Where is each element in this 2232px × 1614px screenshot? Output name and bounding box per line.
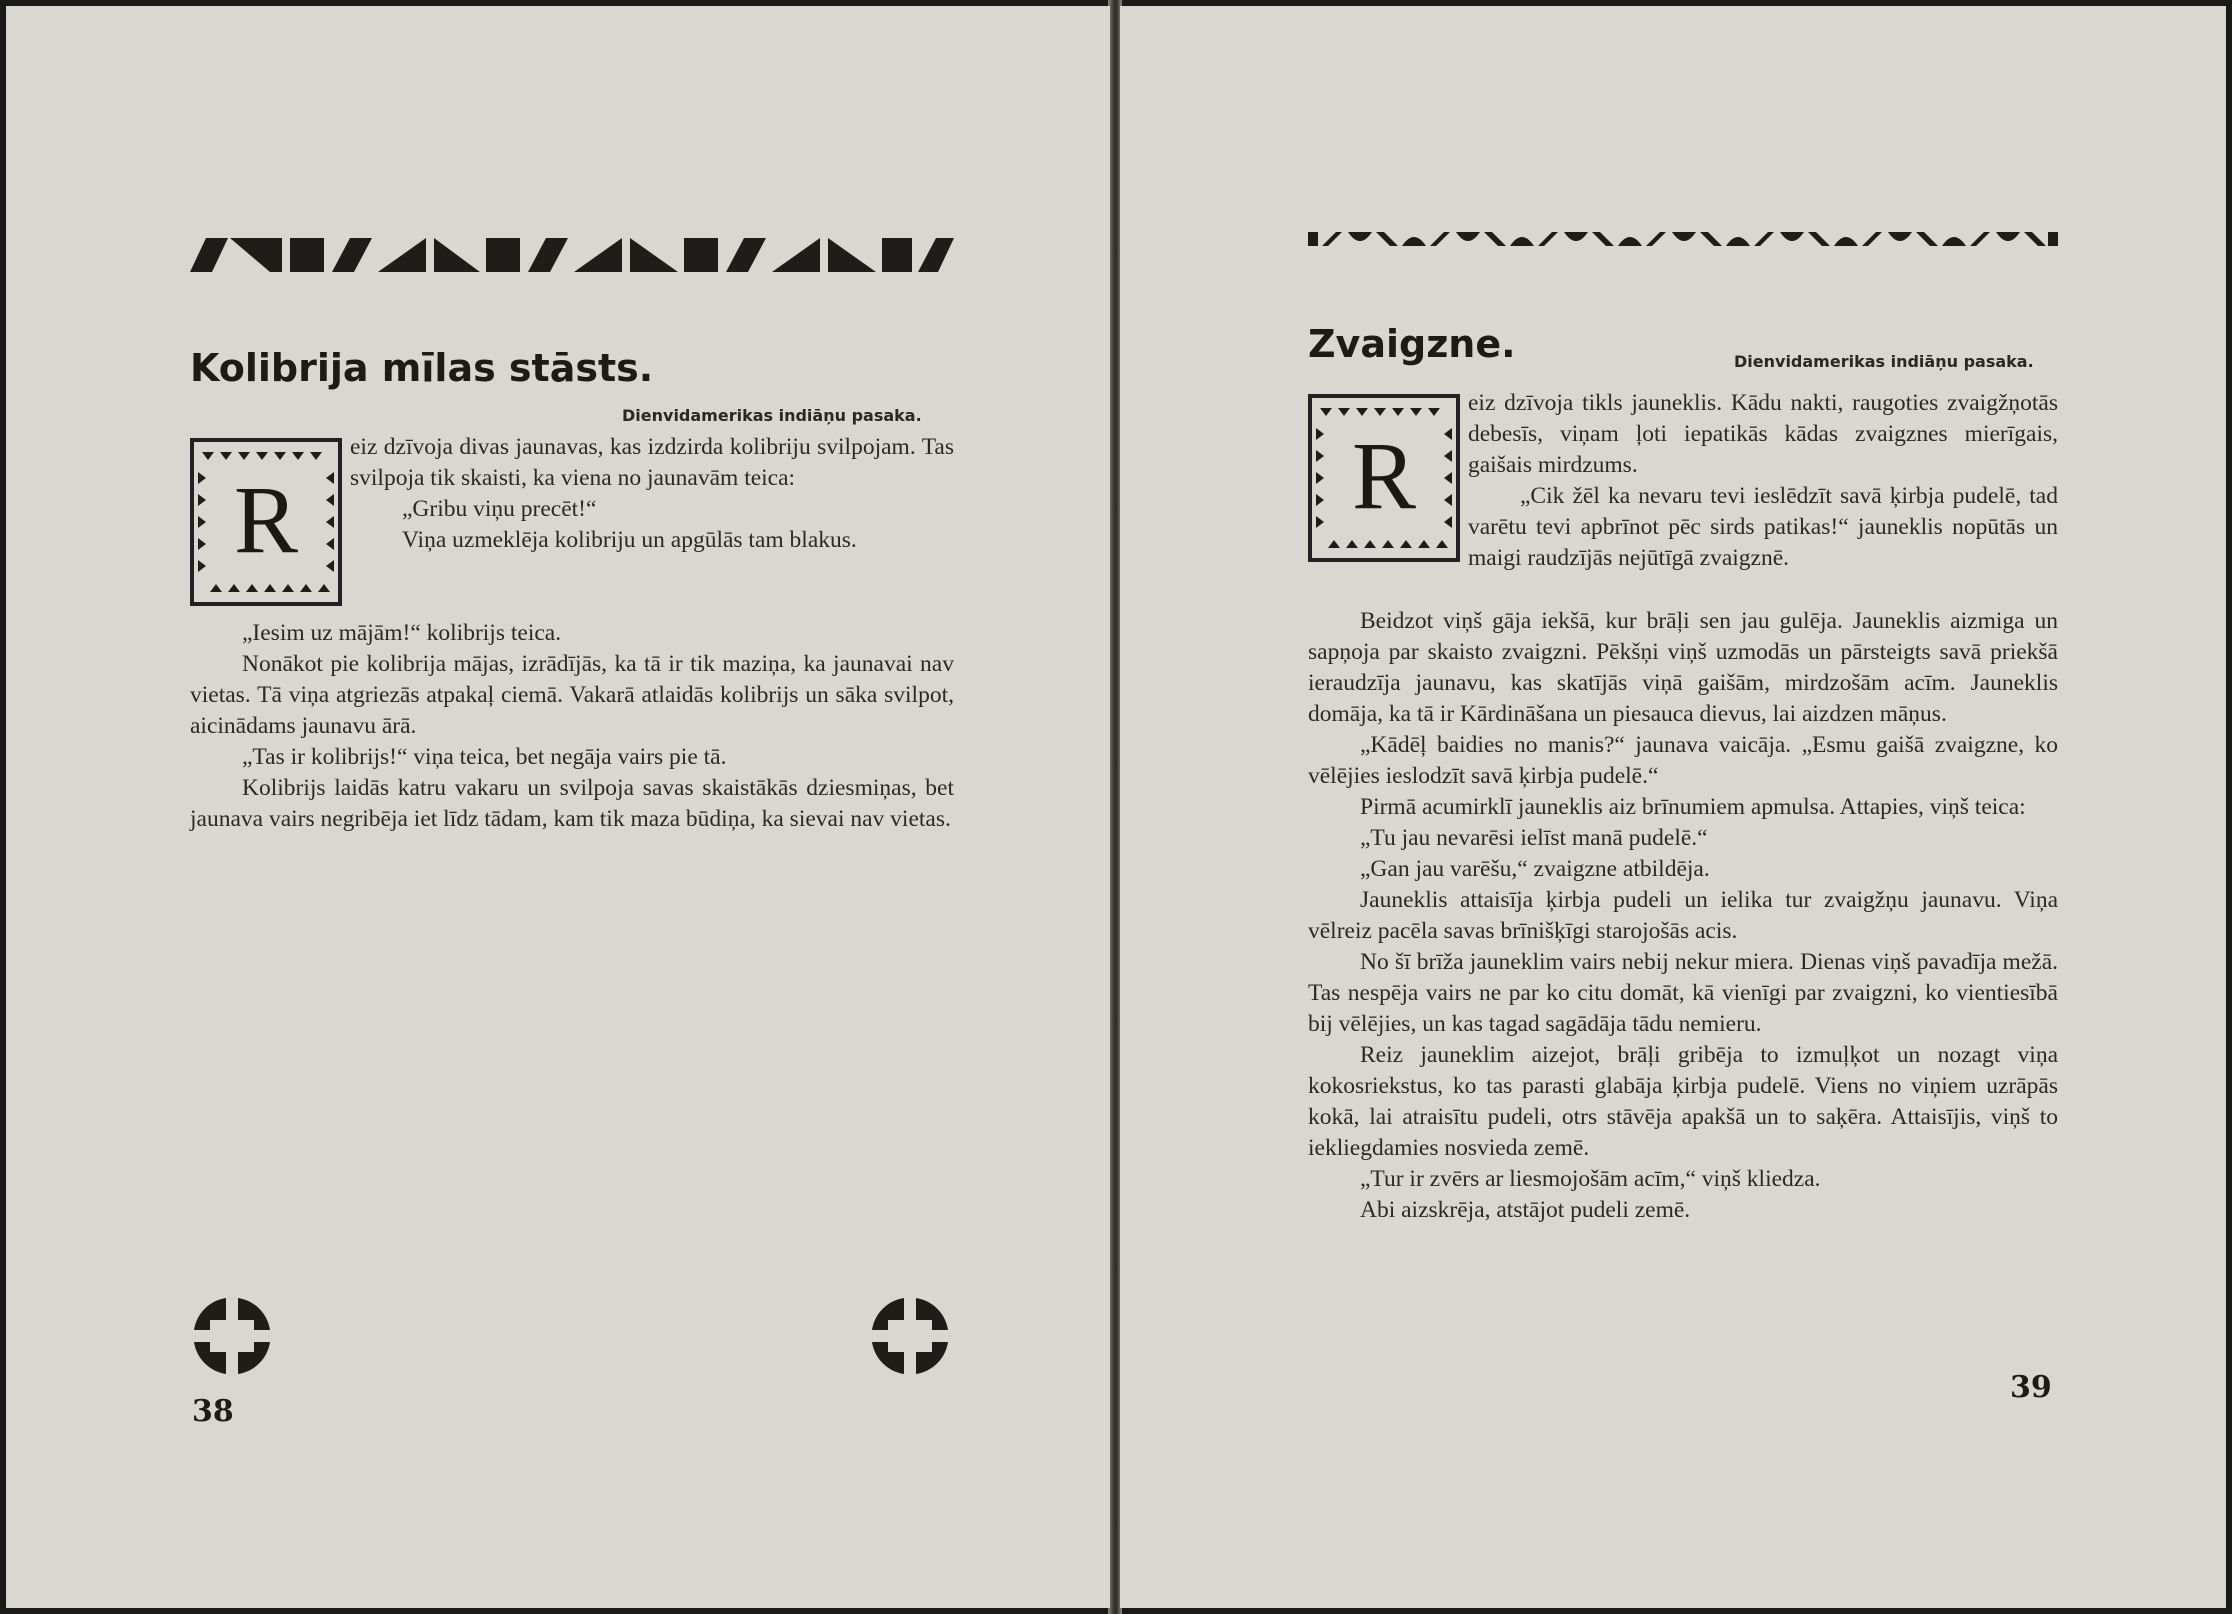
paragraph: eiz dzīvoja tikls jauneklis. Kādu nakti, raugoties zvaigžņotās debesīs, viņam ļoti iepatikās kādas zvaigznes mierīgais, gaišais mirdzums.	[1468, 390, 2058, 478]
story-title: Kolibrija mīlas stāsts.	[190, 346, 654, 390]
paragraph: Kolibrijs laidās katru vakaru un svilpoja savas skaistākās dziesmiņas, bet jaunava vairs negribēja iet līdz tādam, kam tik maza būdiņa, ka sievai nav vietas.	[190, 775, 954, 832]
right-page	[1120, 6, 2226, 1608]
page-number: 39	[2010, 1370, 2052, 1405]
story-subtitle: Dienvidamerikas indiāņu pasaka.	[1734, 352, 2034, 371]
left-intro-text	[350, 432, 954, 556]
paragraph: Reiz jauneklim aizejot, brāļi gribēja to izmuļķot un nozagt viņa kokosriekstus, ko tas parasti glabāja ķirbja pudelē. Viens no viņiem uzrāpās kokā, lai atraisītu pudeli, otrs stāvēja apakšā un to saķēra. Attaisījis, viņš to iekliegdamies nosvieda zemē.	[1308, 1042, 2058, 1161]
ornamental-band-right	[1308, 228, 2058, 250]
paragraph: „Iesim uz mājām!“ kolibrijs teica.	[242, 620, 562, 646]
paragraph: eiz dzīvoja divas jaunavas, kas izdzirda kolibriju svilpojam. Tas svilpoja tik skaisti, ka viena no jaunavām teica:	[350, 434, 954, 491]
paragraph-text: Viņa uzmeklēja kolibriju un apgūlās tam blakus.	[402, 527, 857, 553]
paragraph: „Tas ir kolibrijs!“ viņa teica, bet negāja vairs pie tā.	[242, 744, 727, 770]
right-intro-text-2	[1468, 481, 2058, 574]
paragraph: Jauneklis attaisīja ķirbja pudeli un ielika tur zvaigžņu jaunavu. Viņa vēlreiz pacēla savas brīnišķīgi starojošās acis.	[1308, 887, 2058, 944]
drop-cap-letter: R	[233, 466, 299, 573]
paragraph: No šī brīža jauneklim vairs nebij nekur miera. Dienas viņš pavadīja mežā. Tas nespēja vairs ne par ko citu domāt, kā vienīgi par zvaigzni, ko vientiesībā bij vēlējies, un kas tagad sagādāja tādu nemieru.	[1308, 949, 2058, 1037]
page-number: 38	[192, 1394, 234, 1429]
paragraph: Abi aizskrēja, atstājot pudeli zemē.	[1360, 1197, 1691, 1223]
paragraph: Beidzot viņš gāja iekšā, kur brāļi sen jau gulēja. Jauneklis aizmiga un sapņoja par skaisto zvaigzni. Pēkšņi viņš uzmodās un pārsteigts savā priekšā ieraudzīja jaunavu, kas skatījās viņā gaišām, mirdzošām acīm. Jauneklis domāja, ka tā ir Kārdināšana un piesauca dievus, lai aizdzen māņus.	[1308, 608, 2058, 727]
story-subtitle: Dienvidamerikas indiāņu pasaka.	[622, 406, 922, 425]
circle-cross-ornament-left	[190, 1294, 274, 1378]
paragraph: „Gan jau varēšu,“ zvaigzne atbildēja.	[1360, 856, 1710, 882]
drop-cap-letter: R	[1351, 422, 1417, 529]
right-intro-text	[1468, 388, 2058, 481]
paragraph: „Cik žēl ka nevaru tevi ieslēdzīt savā ķirbja pudelē, tad varētu tevi apbrīnot pēc sirds patikas!“ jauneklis nopūtās un maigi raudzījās nejūtīgā zvaigznē.	[1468, 483, 2058, 571]
paragraph: „Tur ir zvērs ar liesmojošām acīm,“ viņš kliedza.	[1360, 1166, 1821, 1192]
paragraph: „Kādēļ baidies no manis?“ jaunava vaicāja. „Esmu gaišā zvaigzne, ko vēlējies ieslodzīt savā ķirbja pudelē.“	[1308, 732, 2058, 789]
left-page	[6, 6, 1110, 1608]
right-body-text	[1308, 606, 2058, 1226]
circle-cross-ornament-right	[868, 1294, 952, 1378]
story-title: Zvaigzne.	[1308, 322, 1516, 366]
left-body-text	[190, 618, 954, 835]
drop-cap	[1308, 394, 1460, 562]
paragraph	[350, 525, 954, 556]
paragraph: „Gribu viņu precēt!“	[402, 496, 597, 522]
drop-cap	[190, 438, 342, 606]
ornamental-band-left	[190, 228, 954, 272]
paragraph: „Tu jau nevarēsi ielīst manā pudelē.“	[1360, 825, 1708, 851]
paragraph: Pirmā acumirklī jauneklis aiz brīnumiem apmulsa. Attapies, viņš teica:	[1360, 794, 2026, 820]
paragraph: Nonākot pie kolibrija mājas, izrādījās, ka tā ir tik maziņa, ka jaunavai nav vietas. Tā viņa atgriezās atpakaļ ciemā. Vakarā atlaidās kolibrijs un sāka svilpot, aicinādams jaunavu ārā.	[190, 651, 954, 739]
